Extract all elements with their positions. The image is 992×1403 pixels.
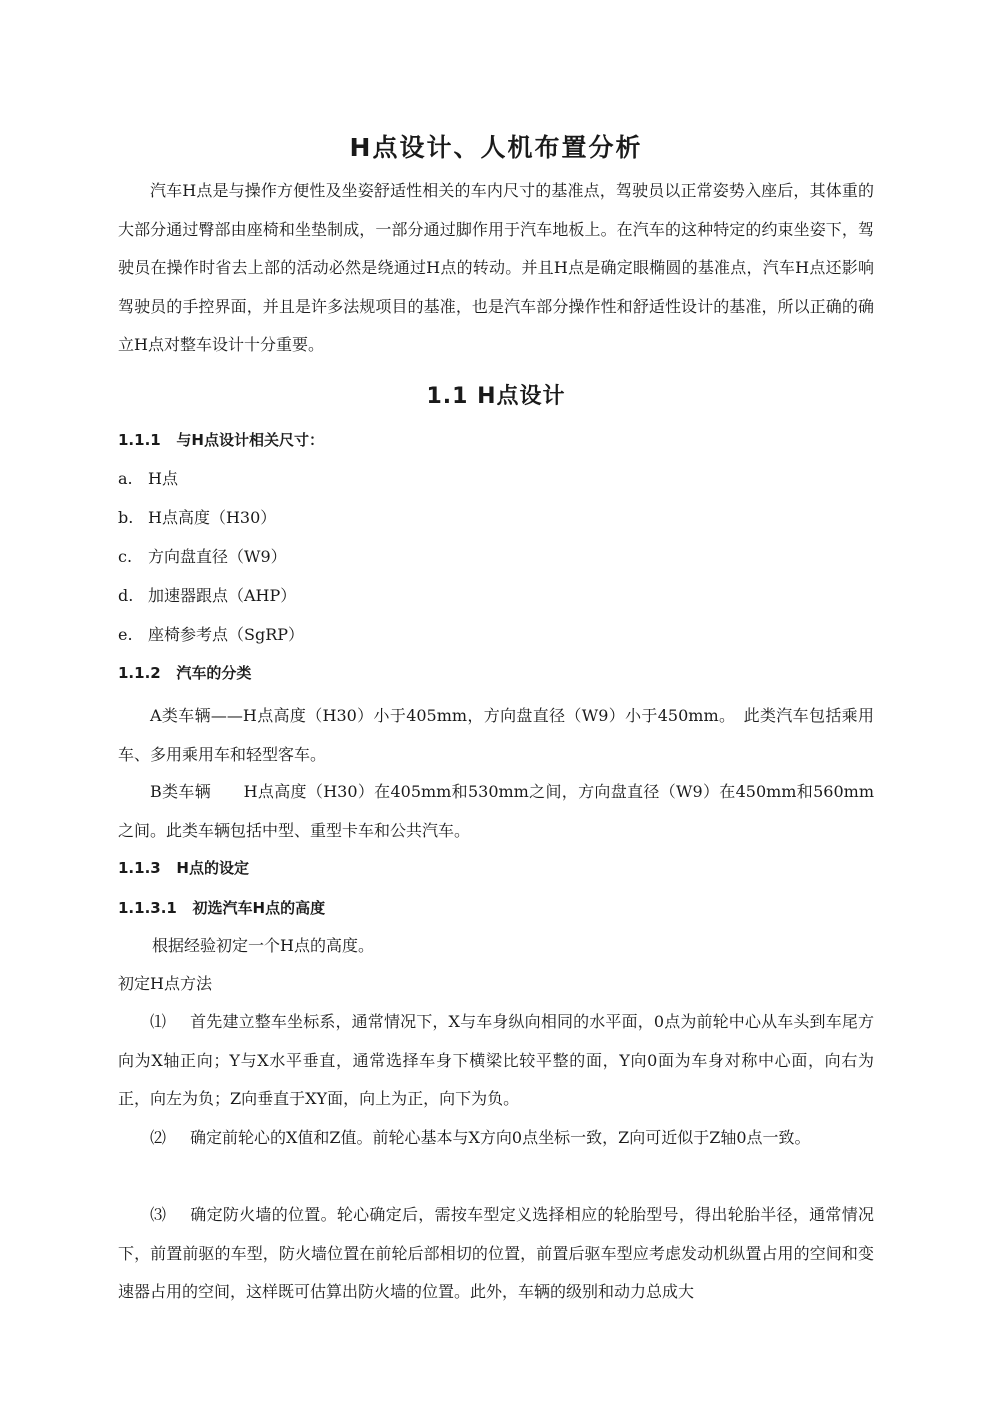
list-item-letter: d. [118,586,134,605]
step-paragraph [118,1196,874,1312]
list-item-text: 座椅参考点（SgRP） [148,625,305,644]
step-number: ⑴ [150,1012,167,1031]
list-item [118,584,296,608]
list-item-letter: e. [118,625,133,644]
list-item-text: H点高度（H30） [148,508,277,527]
subsection-number: 1.1.1 [118,431,161,449]
subsection-number: 1.1.2 [118,664,161,682]
page-title: H点设计、人机布置分析 [349,133,643,162]
step-paragraph [118,1003,874,1119]
subsection-heading-1-1-1 [118,428,324,452]
subsection-title: 汽车的分类 [176,664,252,682]
list-item [118,506,276,530]
list-item [118,545,287,569]
list-item-letter: c. [118,547,133,566]
subsection-heading-1-1-3-1 [118,896,325,920]
step-paragraph [118,1119,874,1158]
subsection-number: 1.1.3.1 [118,899,177,917]
list-item-letter: b. [118,508,134,527]
subsection-title: 初选汽车H点的高度 [192,899,326,917]
list-item [118,467,178,491]
class-b-paragraph: B类车辆 H点高度（H30）在405mm和530mm之间，方向盘直径（W9）在450mm和560mm之间。此类车辆包括中型、重型卡车和公共汽车。 [118,782,874,840]
subsection-title: H点的设定 [176,859,249,877]
subsection-heading-1-1-3 [118,856,249,880]
subsection-heading-1-1-2 [118,661,251,685]
list-item [118,623,304,647]
list-item-text: 加速器跟点（AHP） [148,586,297,605]
step-number: ⑵ [150,1128,167,1147]
step-text: 确定前轮心的X值和Z值。前轮心基本与X方向0点坐标一致，Z向可近似于Z轴0点一致。 [190,1128,811,1147]
step-number: ⑶ [150,1205,167,1224]
list-item-text: H点 [148,469,178,488]
step-text: 首先建立整车坐标系，通常情况下，X与车身纵向相同的水平面，0点为前轮中心从车头到车尾方向为X轴正向；Y与X水平垂直，通常选择车身下横梁比较平整的面，Y向0面为车身对称中心面，向右为正，向左为负；Z向垂直于XY面，向上为正，向下为负。 [118,1012,874,1108]
method-label: 初定H点方法 [118,974,212,993]
step-text: 确定防火墙的位置。轮心确定后，需按车型定义选择相应的轮胎型号，得出轮胎半径，通常情况下，前置前驱的车型，防火墙位置在前轮后部相切的位置，前置后驱车型应考虑发动机纵置占用的空间和变速器占用的空间，这样既可估算出防火墙的位置。此外，车辆的级别和动力总成大 [118,1205,874,1301]
section-heading-1-1: 1.1 H点设计 [426,384,566,409]
experience-text: 根据经验初定一个H点的高度。 [152,936,374,955]
intro-paragraph: 汽车H点是与操作方便性及坐姿舒适性相关的车内尺寸的基准点，驾驶员以正常姿势入座后，其体重的大部分通过臀部由座椅和坐垫制成，一部分通过脚作用于汽车地板上。在汽车的这种特定的约束坐姿下，驾驶员在操作时省去上部的活动必然是绕通过H点的转动。并且H点是确定眼椭圆的基准点，汽车H点还影响驾驶员的手控界面，并且是许多法规项目的基准，也是汽车部分操作性和舒适性设计的基准，所以正确的确立H点对整车设计十分重要。 [118,181,874,354]
class-a-paragraph: A类车辆——H点高度（H30）小于405mm，方向盘直径（W9）小于450mm。 此类汽车包括乘用车、多用乘用车和轻型客车。 [118,706,874,764]
subsection-number: 1.1.3 [118,859,161,877]
subsection-title: 与H点设计相关尺寸： [176,431,324,449]
list-item-letter: a. [118,469,133,488]
list-item-text: 方向盘直径（W9） [148,547,287,566]
